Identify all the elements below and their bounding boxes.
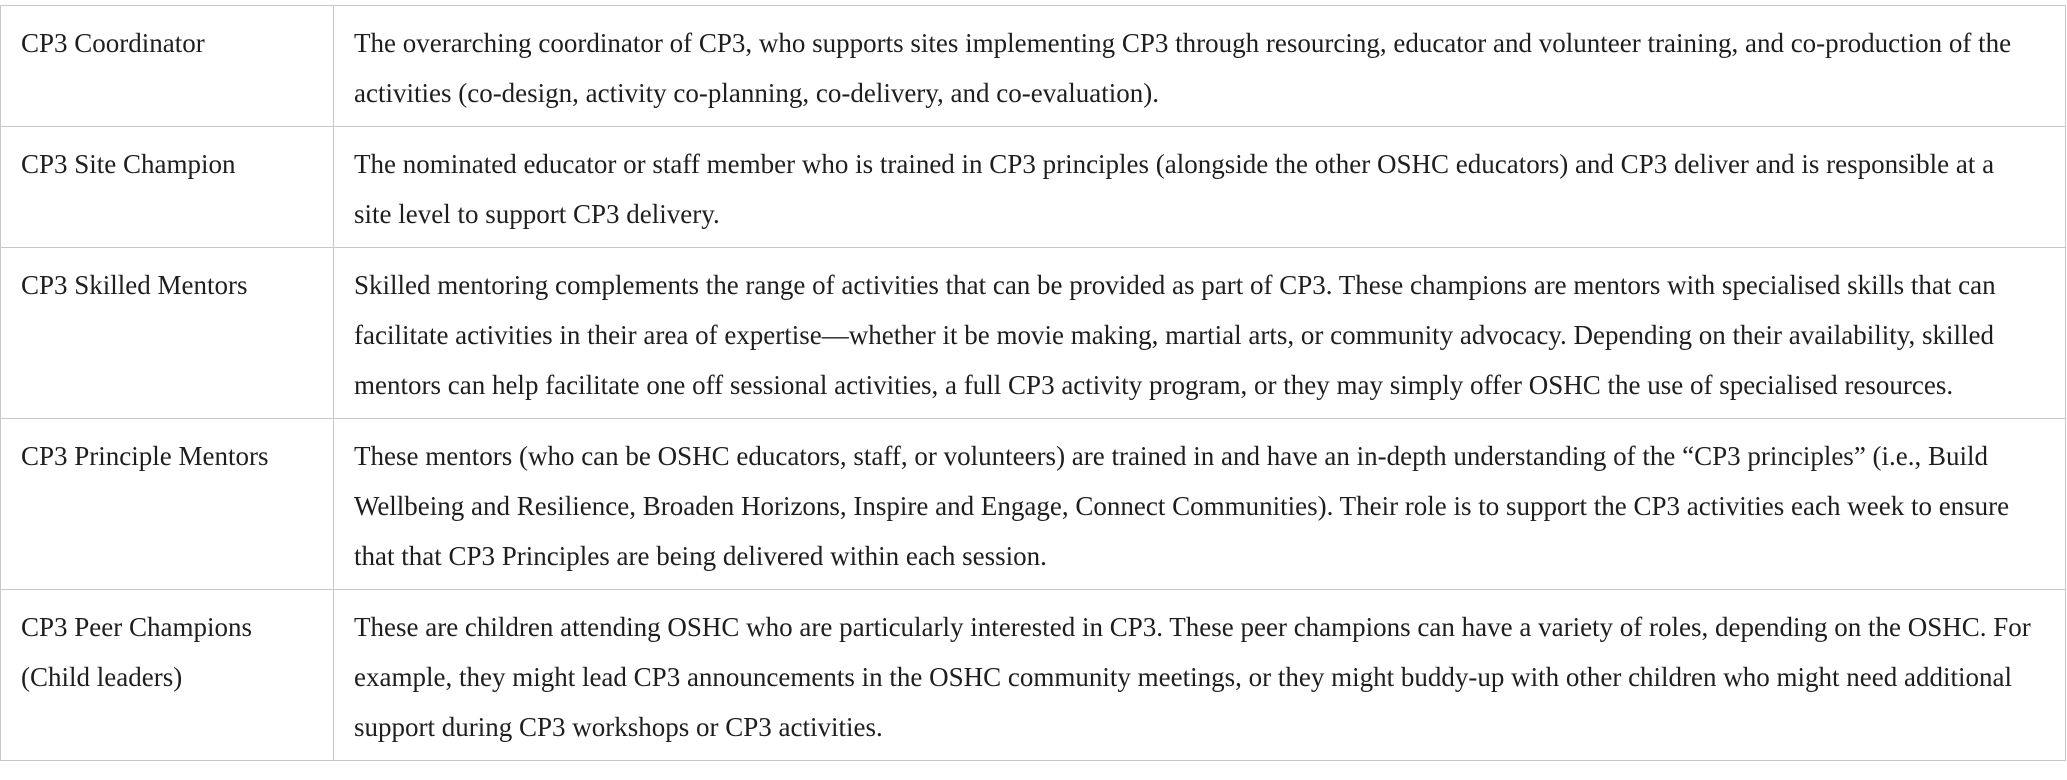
role-cell: CP3 Skilled Mentors bbox=[1, 248, 334, 419]
description-cell: These mentors (who can be OSHC educators, staff, or volunteers) are trained in and have an in-depth understanding of the “CP3 principles” (i.e., Build Wellbeing and Resilience, Broaden Horizons, Inspire and Engage, Connect Communities). Their role is to support the CP3 activities each week to ensure that that CP3 Principles are being delivered within each session. bbox=[334, 419, 2066, 590]
description-cell: These are children attending OSHC who are particularly interested in CP3. These peer champions can have a variety of roles, depending on the OSHC. For example, they might lead CP3 announcements in the OSHC community meetings, or they might buddy-up with other children who might need additional support during CP3 workshops or CP3 activities. bbox=[334, 590, 2066, 761]
description-cell: The nominated educator or staff member who is trained in CP3 principles (alongside the other OSHC educators) and CP3 deliver and is responsible at a site level to support CP3 delivery. bbox=[334, 127, 2066, 248]
description-cell: The overarching coordinator of CP3, who supports sites implementing CP3 through resourcing, educator and volunteer training, and co-production of the activities (co-design, activity co-planning, co-delivery, and co-evaluation). bbox=[334, 6, 2066, 127]
roles-table bbox=[0, 5, 2066, 761]
table-row bbox=[1, 127, 2066, 248]
table-row bbox=[1, 6, 2066, 127]
table-row bbox=[1, 590, 2066, 761]
role-cell: CP3 Site Champion bbox=[1, 127, 334, 248]
role-cell: CP3 Coordinator bbox=[1, 6, 334, 127]
description-cell: Skilled mentoring complements the range of activities that can be provided as part of CP3. These champions are mentors with specialised skills that can facilitate activities in their area of expertise—whether it be movie making, martial arts, or community advocacy. Depending on their availability, skilled mentors can help facilitate one off sessional activities, a full CP3 activity program, or they may simply offer OSHC the use of specialised resources. bbox=[334, 248, 2066, 419]
table-row bbox=[1, 248, 2066, 419]
table-row bbox=[1, 419, 2066, 590]
role-cell: CP3 Principle Mentors bbox=[1, 419, 334, 590]
role-cell: CP3 Peer Champions (Child leaders) bbox=[1, 590, 334, 761]
